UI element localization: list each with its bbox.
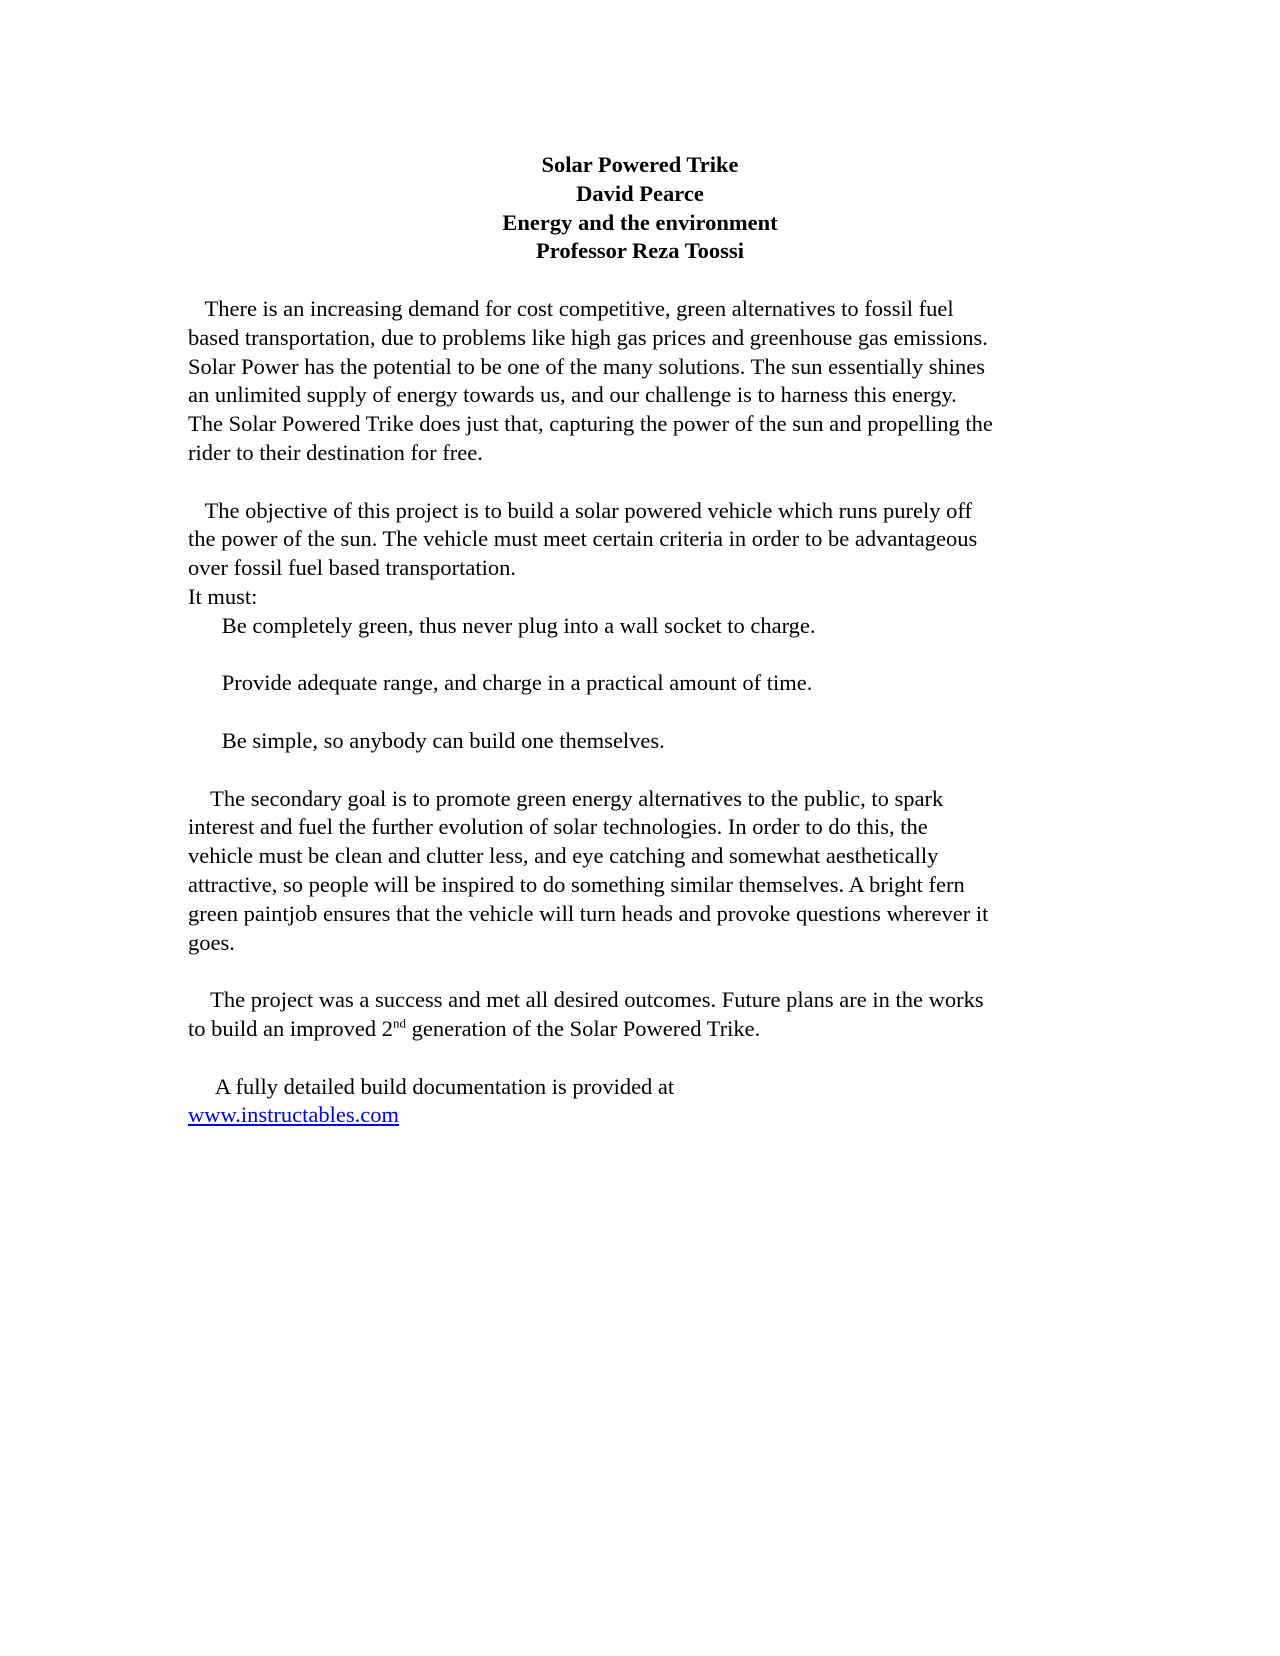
paragraph-gap xyxy=(188,698,1098,727)
text-line: interest and fuel the further evolution of solar technologies. In order to do this, the xyxy=(188,814,928,840)
document-body xyxy=(188,295,1098,1130)
criteria-item: Be completely green, thus never plug into a wall socket to charge. xyxy=(188,612,816,638)
outcome-paragraph xyxy=(188,986,1098,1044)
text-line: rider to their destination for free. xyxy=(188,439,483,465)
paragraph-gap xyxy=(188,756,1098,785)
paragraph-gap xyxy=(188,1044,1098,1073)
author-name: David Pearce xyxy=(576,180,704,206)
course-name: Energy and the environment xyxy=(502,209,778,235)
text-line: over fossil fuel based transportation. xyxy=(188,555,517,581)
paragraph-gap xyxy=(188,468,1098,497)
text-line: vehicle must be clean and clutter less, and eye catching and somewhat aesthetically xyxy=(188,843,939,869)
criteria-item: Be simple, so anybody can build one themselves. xyxy=(188,727,665,753)
criteria-intro: It must: xyxy=(188,583,258,609)
paragraph-gap xyxy=(188,641,1098,670)
text-segment: to build an improved 2 xyxy=(188,1015,393,1041)
documentation-paragraph xyxy=(188,1073,1098,1131)
text-line: There is an increasing demand for cost competitive, green alternatives to fossil fuel xyxy=(188,296,954,321)
text-line: attractive, so people will be inspired to do something similar themselves. A bright fern xyxy=(188,871,965,897)
text-line: an unlimited supply of energy towards us, and our challenge is to harness this energy. xyxy=(188,382,957,408)
text-line xyxy=(188,1101,1098,1130)
document-title: Solar Powered Trike xyxy=(541,152,739,177)
text-line xyxy=(188,1015,1098,1044)
text-line: Solar Power has the potential to be one of the many solutions. The sun essentially shines xyxy=(188,353,985,379)
professor-name: Professor Reza Toossi xyxy=(536,238,744,264)
intro-paragraph xyxy=(188,295,1098,468)
text-line: the power of the sun. The vehicle must meet certain criteria in order to be advantageous xyxy=(188,526,978,552)
text-line: green paintjob ensures that the vehicle will turn heads and provoke questions wherever it xyxy=(188,900,989,926)
text-line: The secondary goal is to promote green energy alternatives to the public, to spark xyxy=(188,785,944,811)
text-line: A fully detailed build documentation is provided at xyxy=(188,1073,675,1099)
text-line: based transportation, due to problems like high gas prices and greenhouse gas emissions. xyxy=(188,324,988,350)
instructables-link[interactable]: www.instructables.com xyxy=(188,1102,399,1128)
paragraph-gap xyxy=(188,957,1098,986)
ordinal-superscript: nd xyxy=(392,1015,406,1031)
text-segment: generation of the Solar Powered Trike. xyxy=(405,1015,761,1041)
text-line: The Solar Powered Trike does just that, capturing the power of the sun and propelling the xyxy=(188,411,993,437)
secondary-goal-paragraph xyxy=(188,785,1098,958)
document-header xyxy=(0,151,1280,266)
text-line: The project was a success and met all desired outcomes. Future plans are in the works xyxy=(188,987,984,1013)
objective-paragraph xyxy=(188,497,1098,756)
text-line: goes. xyxy=(188,929,235,955)
text-line: The objective of this project is to build a solar powered vehicle which runs purely off xyxy=(188,497,972,523)
criteria-item: Provide adequate range, and charge in a practical amount of time. xyxy=(188,670,813,696)
